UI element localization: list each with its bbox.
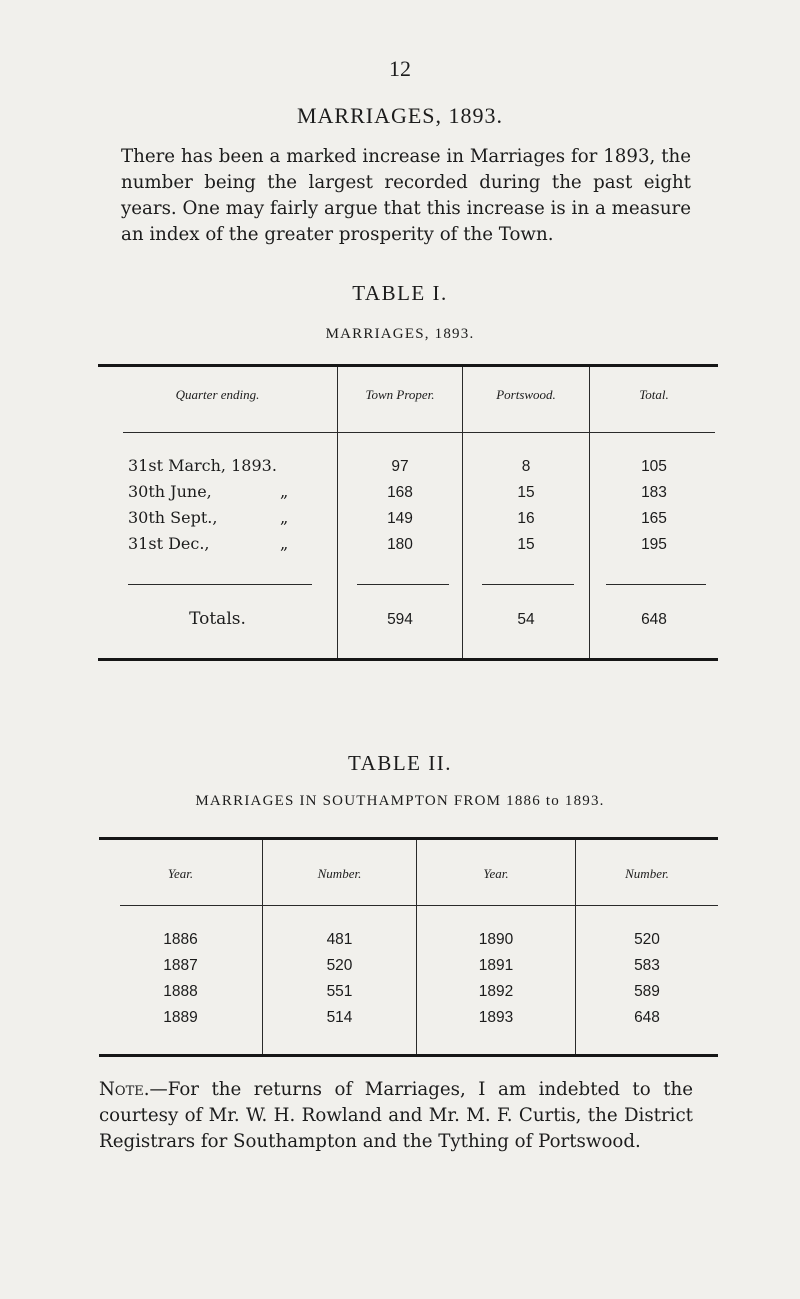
- table1-cell-town: 149: [387, 510, 413, 527]
- intro-paragraph: There has been a marked increase in Marriages for 1893, the number being the largest recorded during the past eight years. One may fairly argue that this increase is in a measure an index of the greater prosperity of the Town.: [121, 146, 691, 245]
- footnote: [99, 1077, 693, 1155]
- table2-top-rule: [99, 837, 718, 840]
- table1-header-portswood: Portswood.: [496, 387, 556, 402]
- table1-ditto-mark: „: [280, 508, 289, 527]
- table1-sum-rule: [482, 584, 574, 585]
- table2-cell-year: 1886: [163, 931, 198, 948]
- table1-cell-portswood: 16: [517, 510, 535, 527]
- table1-subtitle: MARRIAGES, 1893.: [325, 326, 475, 342]
- table2-title: TABLE II.: [348, 751, 452, 775]
- table2-cell-number: 514: [326, 1009, 353, 1026]
- table1-totals-label: Totals.: [189, 609, 246, 629]
- table2-cell-year: 1889: [163, 1009, 198, 1026]
- table2-cell-number: 481: [326, 931, 353, 948]
- table1-cell-total: 183: [641, 484, 667, 501]
- table2-header-year: Year.: [167, 866, 194, 881]
- table1-top-rule: [98, 364, 718, 367]
- table2-subtitle: MARRIAGES IN SOUTHAMPTON FROM 1886 to 1893.: [195, 793, 605, 809]
- table1-title: TABLE I.: [352, 281, 448, 305]
- table1-cell-total: 195: [641, 536, 667, 553]
- table2-cell-number: 520: [634, 931, 660, 948]
- table1-cell-town: 168: [387, 484, 413, 501]
- table2-cell-year: 1891: [478, 957, 514, 974]
- table1-cell-portswood: 8: [521, 458, 531, 475]
- table2-cell-year: 1890: [478, 931, 514, 948]
- table2-cell-number: 520: [326, 957, 353, 974]
- table1-header-quarter: Quarter ending.: [175, 387, 260, 402]
- table1-ditto-mark: „: [280, 534, 289, 553]
- table1-cell-total: 165: [641, 510, 667, 527]
- table1-header-total: Total.: [639, 387, 669, 402]
- table2-bottom-rule: [99, 1054, 718, 1057]
- table1-sum-rule: [606, 584, 706, 585]
- table2-cell-year: 1892: [478, 983, 514, 1000]
- page-heading: MARRIAGES, 1893.: [296, 103, 504, 128]
- table2-cell-number: 648: [634, 1009, 660, 1026]
- table1-ditto-mark: „: [280, 482, 289, 501]
- table1-header-town: Town Proper.: [365, 387, 435, 402]
- table1-cell-total: 105: [641, 458, 667, 475]
- table1-total-portswood: 54: [517, 611, 535, 628]
- table1-header-rule: [123, 432, 715, 433]
- table2-header-number: Number.: [625, 866, 669, 881]
- table2-header-rule: [120, 905, 718, 906]
- table1-cell-town: 180: [387, 536, 413, 553]
- table2-cell-number: 583: [634, 957, 660, 974]
- table1-row-label: 30th Sept.,: [128, 508, 218, 527]
- table1-bottom-rule: [98, 658, 718, 661]
- table1-total-town: 594: [387, 611, 413, 628]
- table2-cell-number: 551: [326, 983, 353, 1000]
- table2-cell-year: 1893: [478, 1009, 514, 1026]
- footnote-lead: Note.: [99, 1079, 150, 1100]
- table1-row-label: 31st March, 1893.: [128, 456, 277, 475]
- table2-cell-year: 1888: [163, 983, 198, 1000]
- table2-header-number: Number.: [317, 866, 362, 881]
- table2-cell-number: 589: [634, 983, 660, 1000]
- table1-sum-rule: [357, 584, 449, 585]
- footnote-text: —For the returns of Marriages, I am indebted to the courtesy of Mr. W. H. Rowland and Mr. M. F. Curtis, the District Registrars for Southampton and the Tything of Portswood.: [99, 1079, 693, 1152]
- table1-cell-portswood: 15: [517, 536, 535, 553]
- table1-row-label: 31st Dec.,: [128, 534, 210, 553]
- page-number: 12: [389, 56, 411, 81]
- table2-cell-year: 1887: [163, 957, 198, 974]
- table1-cell-portswood: 15: [517, 484, 535, 501]
- table1-cell-town: 97: [391, 458, 409, 475]
- table1-sum-rule: [128, 584, 312, 585]
- table1-total-total: 648: [641, 611, 667, 628]
- table1-row-label: 30th June,: [128, 482, 212, 501]
- table2-header-year: Year.: [483, 866, 509, 881]
